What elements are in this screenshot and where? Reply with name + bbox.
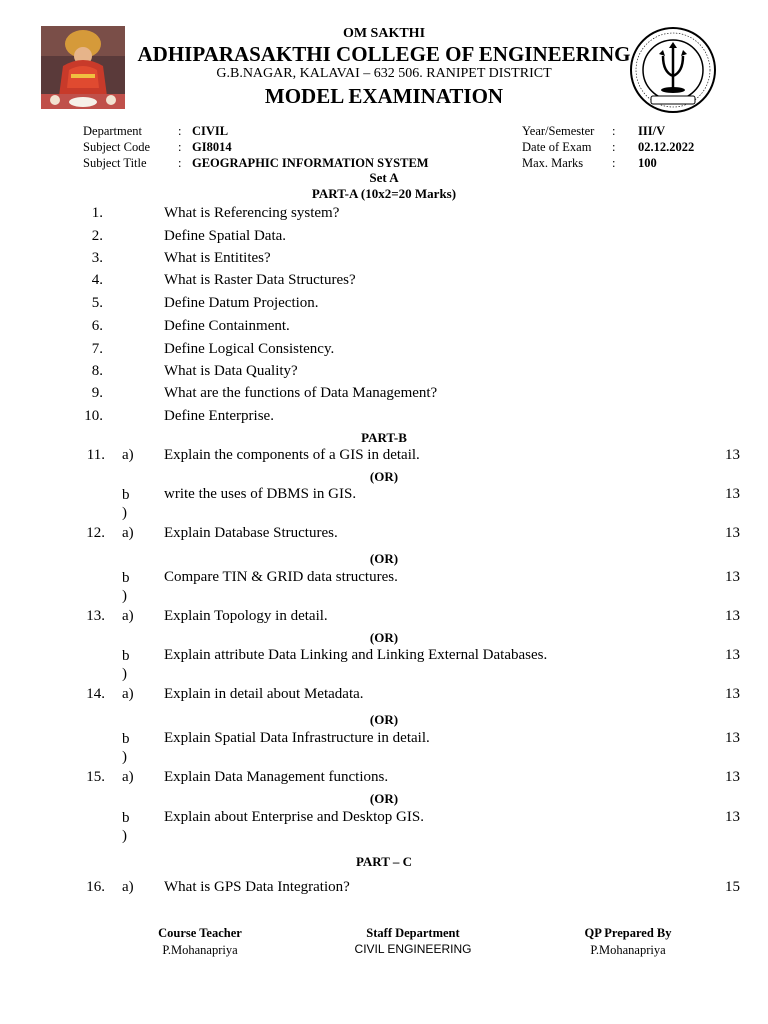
- option-label-paren: ): [122, 828, 127, 844]
- qp-prepared-by-name: P.Mohanapriya: [590, 943, 666, 957]
- question-marks: 15: [725, 879, 740, 895]
- question-marks: 13: [725, 686, 740, 702]
- subject-title-label: Subject Title: [83, 156, 147, 170]
- question-text: Explain the components of a GIS in detail.: [164, 447, 420, 463]
- exam-title: MODEL EXAMINATION: [264, 84, 504, 108]
- question-text: Define Containment.: [164, 318, 290, 334]
- question-marks: 13: [725, 769, 740, 785]
- question-number: 6.: [91, 318, 103, 334]
- question-number: 9.: [91, 385, 103, 401]
- question-text: Explain attribute Data Linking and Linking External Databases.: [164, 647, 548, 663]
- set-label: Set A: [369, 170, 399, 185]
- question-marks: 13: [725, 647, 740, 663]
- question-marks: 13: [725, 730, 740, 746]
- option-label: a): [122, 525, 134, 541]
- question-text: What is Raster Data Structures?: [164, 272, 356, 288]
- date-of-exam-label: Date of Exam: [522, 140, 592, 154]
- question-text: Explain Topology in detail.: [164, 608, 328, 624]
- part-b-heading: PART-B: [361, 430, 407, 445]
- colon: :: [178, 156, 182, 170]
- colon: :: [612, 156, 616, 170]
- option-label-paren: ): [122, 588, 127, 604]
- question-text: Define Logical Consistency.: [164, 341, 335, 357]
- om-sakthi-heading: OM SAKTHI: [342, 26, 426, 41]
- question-number: 3.: [91, 250, 103, 266]
- or-separator: (OR): [369, 630, 399, 645]
- question-number: 8.: [91, 363, 103, 379]
- question-text: What are the functions of Data Management?: [164, 385, 438, 401]
- date-of-exam-value: 02.12.2022: [638, 140, 695, 154]
- question-text: Explain Spatial Data Infrastructure in detail.: [164, 730, 430, 746]
- option-label: a): [122, 879, 134, 895]
- part-a-heading: PART-A (10x2=20 Marks): [311, 186, 457, 201]
- question-text: What is Entitites?: [164, 250, 271, 266]
- question-text: Explain Database Structures.: [164, 525, 338, 541]
- question-number: 5.: [91, 295, 103, 311]
- question-text: Define Enterprise.: [164, 408, 274, 424]
- question-text: Explain Data Management functions.: [164, 769, 389, 785]
- question-marks: 13: [725, 525, 740, 541]
- question-number: 2.: [91, 228, 103, 244]
- question-number: 7.: [91, 341, 103, 357]
- year-semester-label: Year/Semester: [522, 124, 595, 138]
- question-marks: 13: [725, 608, 740, 624]
- max-marks-label: Max. Marks: [522, 156, 584, 170]
- college-name: ADHIPARASAKTHI COLLEGE OF ENGINEERING: [137, 42, 631, 66]
- question-number: 13.: [86, 608, 105, 624]
- subject-code-label: Subject Code: [83, 140, 151, 154]
- question-text: write the uses of DBMS in GIS.: [164, 486, 357, 502]
- question-number: 4.: [91, 272, 103, 288]
- question-number: 10.: [84, 408, 103, 424]
- colon: :: [178, 140, 182, 154]
- or-separator: (OR): [369, 791, 399, 806]
- option-label: b: [122, 487, 130, 503]
- question-text: Define Datum Projection.: [164, 295, 319, 311]
- option-label-paren: ): [122, 749, 127, 765]
- option-label-paren: ): [122, 505, 127, 521]
- qp-prepared-by-title: QP Prepared By: [584, 926, 672, 940]
- department-value: CIVIL: [192, 124, 229, 138]
- or-separator: (OR): [369, 551, 399, 566]
- question-marks: 13: [725, 569, 740, 585]
- course-teacher-title: Course Teacher: [158, 926, 242, 940]
- question-text: Define Spatial Data.: [164, 228, 287, 244]
- question-number: 11.: [86, 447, 105, 463]
- question-text: Compare TIN & GRID data structures.: [164, 569, 398, 585]
- year-semester-value: III/V: [638, 124, 666, 138]
- colon: :: [612, 124, 616, 138]
- option-label: b: [122, 810, 130, 826]
- question-marks: 13: [725, 486, 740, 502]
- college-address: G.B.NAGAR, KALAVAI – 632 506. RANIPET DISTRICT: [216, 66, 552, 81]
- subject-code-value: GI8014: [192, 140, 232, 154]
- staff-department-name: CIVIL ENGINEERING: [354, 942, 472, 956]
- option-label: b: [122, 648, 130, 664]
- option-label: a): [122, 608, 134, 624]
- option-label: a): [122, 686, 134, 702]
- question-text: What is Referencing system?: [164, 205, 340, 221]
- question-number: 12.: [86, 525, 105, 541]
- colon: :: [178, 124, 182, 138]
- question-number: 14.: [86, 686, 105, 702]
- option-label: a): [122, 769, 134, 785]
- question-text: What is Data Quality?: [164, 363, 298, 379]
- course-teacher-name: P.Mohanapriya: [162, 943, 238, 957]
- question-number: 16.: [86, 879, 105, 895]
- question-number: 1.: [91, 205, 103, 221]
- question-marks: 13: [725, 447, 740, 463]
- part-c-heading: PART – C: [355, 854, 413, 869]
- option-label-paren: ): [122, 666, 127, 682]
- or-separator: (OR): [369, 469, 399, 484]
- max-marks-value: 100: [638, 156, 657, 170]
- staff-department-title: Staff Department: [366, 926, 460, 940]
- subject-title-value: GEOGRAPHIC INFORMATION SYSTEM: [192, 156, 429, 170]
- option-label: b: [122, 570, 130, 586]
- question-text: Explain about Enterprise and Desktop GIS.: [164, 809, 424, 825]
- question-number: 15.: [86, 769, 105, 785]
- department-label: Department: [83, 124, 143, 138]
- question-text: What is GPS Data Integration?: [164, 879, 350, 895]
- colon: :: [612, 140, 616, 154]
- option-label: a): [122, 447, 134, 463]
- option-label: b: [122, 731, 130, 747]
- or-separator: (OR): [369, 712, 399, 727]
- question-marks: 13: [725, 809, 740, 825]
- question-text: Explain in detail about Metadata.: [164, 686, 364, 702]
